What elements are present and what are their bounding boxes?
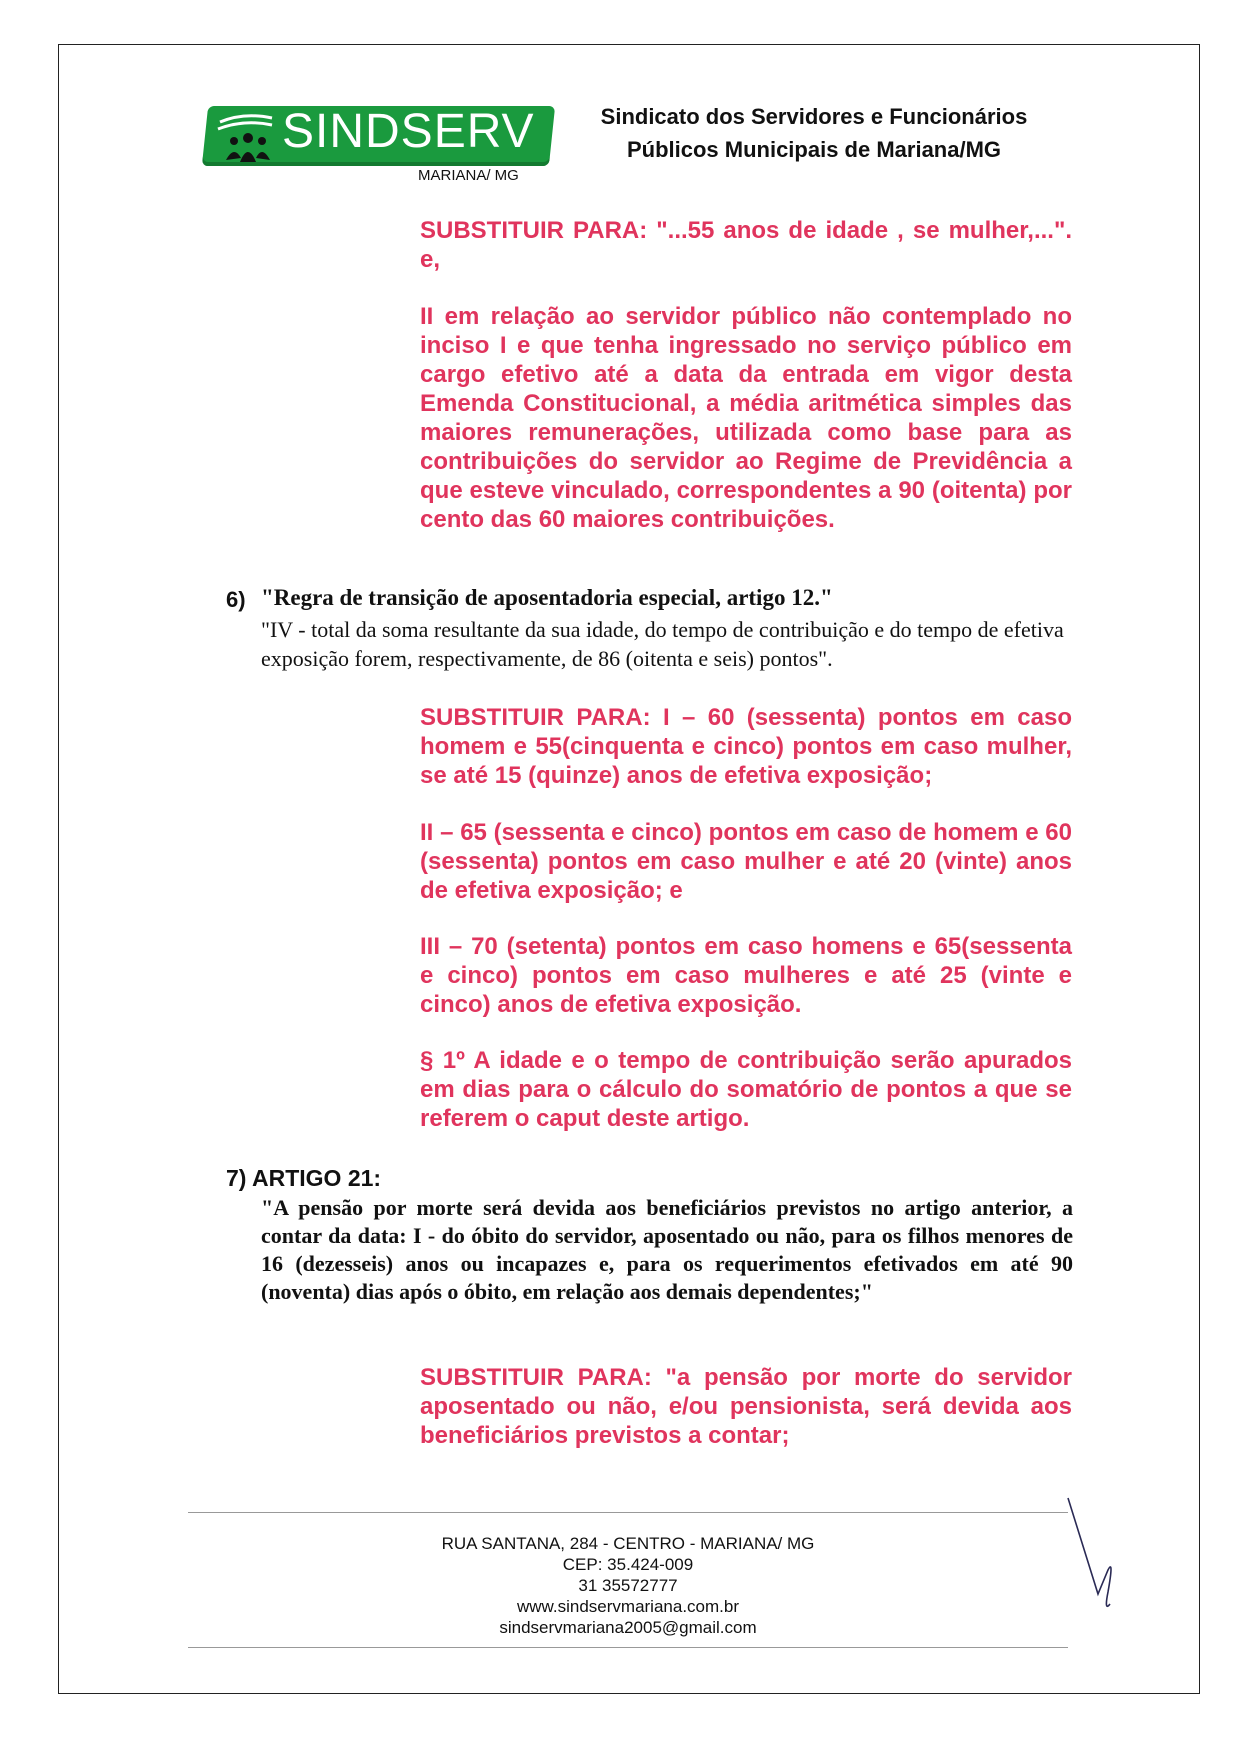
organization-name	[574, 100, 1054, 166]
substituir-pontos-i: SUBSTITUIR PARA: I – 60 (sessenta) pontos em caso homem e 55(cinquenta e cinco) pontos em caso mulher, se até 15 (quinze) anos de efetiva exposição;	[420, 704, 1072, 789]
substituir-pensao: SUBSTITUIR PARA: "a pensão por morte do servidor aposentado ou não, e/ou pensionista, será devida aos beneficiários previstos a contar;	[420, 1364, 1072, 1449]
item-6-quote: "IV - total da soma resultante da sua idade, do tempo de contribuição e do tempo de efetiva exposição forem, respectivamente, de 86 (oitenta e seis) pontos".	[261, 617, 1064, 671]
substituir-55-anos: SUBSTITUIR PARA: "...55 anos de idade , se mulher,...". e,	[420, 217, 1072, 273]
footer-website: www.sindservmariana.com.br	[516, 1597, 739, 1616]
item-7-quote: "A pensão por morte será devida aos beneficiários previstos no artigo anterior, a contar da data: I - do óbito do servidor, aposentado ou não, para os filhos menores de 16 (dezesseis) anos ou incapazes e, para os requerimentos efetivados em até 90 (noventa) dias após o óbito, em relação aos demais dependentes;"	[261, 1195, 1073, 1304]
logo-subtitle: MARIANA/ MG	[418, 167, 519, 184]
footer-address: RUA SANTANA, 284 - CENTRO - MARIANA/ MG	[441, 1534, 815, 1553]
paragrafo-1: § 1º A idade e o tempo de contribuição serão apurados em dias para o cálculo do somatório de pontos a que se referem o caput deste artigo.	[420, 1047, 1072, 1132]
organization-name-line1: Sindicato dos Servidores e Funcionários	[600, 104, 1028, 129]
organization-name-line2: Públicos Municipais de Mariana/MG	[626, 137, 1002, 162]
signature-mark	[1064, 1494, 1124, 1618]
footer-email: sindservmariana2005@gmail.com	[499, 1618, 757, 1637]
logo-people-icon	[214, 110, 276, 164]
footer-top-rule	[188, 1512, 1068, 1513]
footer-phone: 31 35572777	[578, 1576, 678, 1595]
footer-bottom-rule	[188, 1647, 1068, 1648]
substituir-pontos-ii: II – 65 (sessenta e cinco) pontos em caso de homem e 60 (sessenta) pontos em caso mulher e até 20 (vinte) anos de efetiva exposição; e	[420, 819, 1072, 904]
item-7-heading: 7) ARTIGO 21:	[226, 1165, 382, 1191]
footer	[388, 1533, 868, 1638]
item-6-title: "Regra de transição de aposentadoria especial, artigo 12."	[261, 585, 833, 610]
logo-text: SINDSERV	[282, 105, 535, 158]
substituir-pontos-iii: III – 70 (setenta) pontos em caso homens e 65(sessenta e cinco) pontos em caso mulheres e até 25 (vinte e cinco) anos de efetiva exposição.	[420, 933, 1072, 1018]
item-6-number: 6)	[226, 587, 246, 612]
inciso-ii-paragraph: II em relação ao servidor público não contemplado no inciso I e que tenha ingressado no serviço público em cargo efetivo até a data da entrada em vigor desta Emenda Constitucional, a média aritmética simples das maiores remunerações, utilizada como base para as contribuições do servidor ao Regime de Previdência a que esteve vinculado, correspondentes a 90 (oitenta) por cento das 60 maiores contribuições.	[420, 303, 1072, 533]
footer-cep: CEP: 35.424-009	[562, 1555, 694, 1574]
